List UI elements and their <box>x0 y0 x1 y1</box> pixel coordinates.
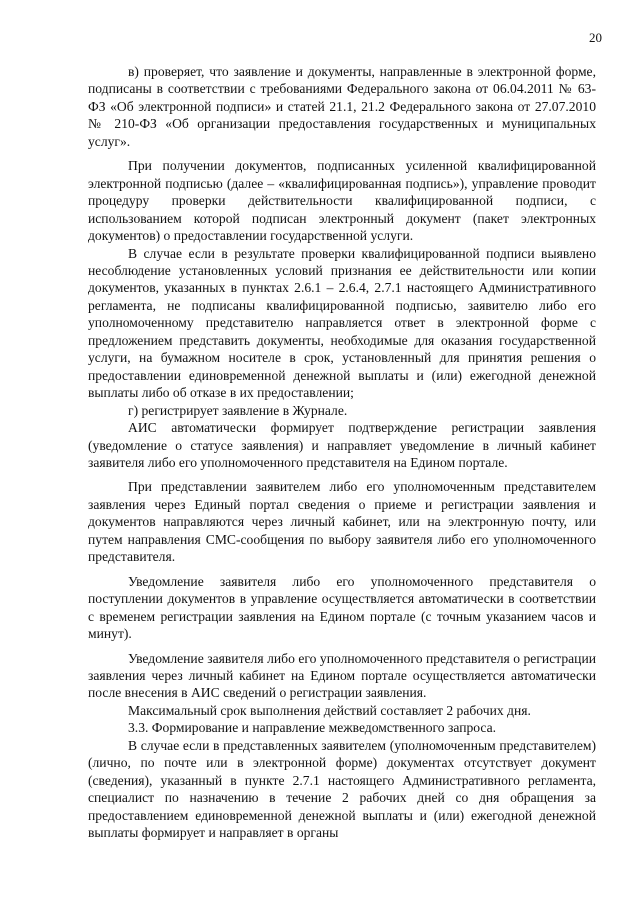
section-heading-3-3: 3.3. Формирование и направление межведомственного запроса. <box>128 720 497 736</box>
paragraph-qualified-signature: При получении документов, подписанных усиленной квалифицированной электронной подписью (далее – «квалифицированная подпись»), управление проводит процедуру проверки действительности квалифицированной подписи, с использованием которой подписан электронный документ (пакет электронных документов) о предоставлении государственной услуги. <box>88 158 596 244</box>
paragraph-notification-registration: Уведомление заявителя либо его уполномоченного представителя о регистрации заявления через личный кабинет на Едином портале осуществляется автоматически после внесения в АИС сведений о регистрации заявления. <box>88 650 596 701</box>
paragraph-signature-check: в) проверяет, что заявление и документы, направленные в электронной форме, подписаны в соответствии с требованиями Федерального закона от 06.04.2011 № 63-ФЗ «Об электронной подписи» и статей 21.1, 21.2 Федерального закона от 27.07.2010 № 210-ФЗ «Об организации предоставления государственных и муниципальных услуг». <box>88 64 596 149</box>
document-body <box>88 63 596 841</box>
paragraph-signature-failure: В случае если в результате проверки квалифицированной подписи выявлено несоблюдение установленных условий признания ее действительности или копии документов, указанных в пунктах 2.6.1 – 2.6.4, 2.7.1 настоящего Административного регламента, не подписаны квалифицированной подписью, заявителю либо его уполномоченному представителю направляется ответ в электронной форме с предложением представить документы, необходимые для оказания государственной услуги, на бумажном носителе в срок, установленный для принятия решения о предоставлении единовременной денежной выплаты и (или) ежегодной денежной выплаты либо об отказе в их предоставлении; <box>88 245 596 401</box>
paragraph-notification-receipt: Уведомление заявителя либо его уполномоченного представителя о поступлении документов в управление осуществляется автоматически в соответствии с временем регистрации заявления на Едином портале (с точным указанием часов и минут). <box>88 573 596 642</box>
paragraph-ais-confirmation: АИС автоматически формирует подтверждение регистрации заявления (уведомление о статусе заявления) и направляет уведомление в личный кабинет заявителя либо его уполномоченного представителя на Едином портале. <box>88 420 596 470</box>
paragraph-max-duration: Максимальный срок выполнения действий составляет 2 рабочих дня. <box>128 702 531 718</box>
paragraph-register-journal: г) регистрирует заявление в Журнале. <box>128 402 348 418</box>
page-number: 20 <box>589 30 602 45</box>
paragraph-portal-submission: При представлении заявителем либо его уполномоченным представителем заявления через Единый портал сведения о приеме и регистрации заявления и документов направляются через личный кабинет, или на электронную почту, или путем направления СМС-сообщения по выбору заявителя либо его уполномоченного представителя. <box>88 479 596 565</box>
paragraph-interagency-request: В случае если в представленных заявителем (уполномоченным представителем) (лично, по почте или в электронной форме) документах отсутствует документ (сведения), указанный в пункте 2.7.1 настоящего Административного регламента, специалист по назначению в течение 2 рабочих дней со дня обращения за предоставлением единовременной денежной выплаты и (или) ежегодной денежной выплаты формирует и направляет в органы <box>88 737 596 841</box>
